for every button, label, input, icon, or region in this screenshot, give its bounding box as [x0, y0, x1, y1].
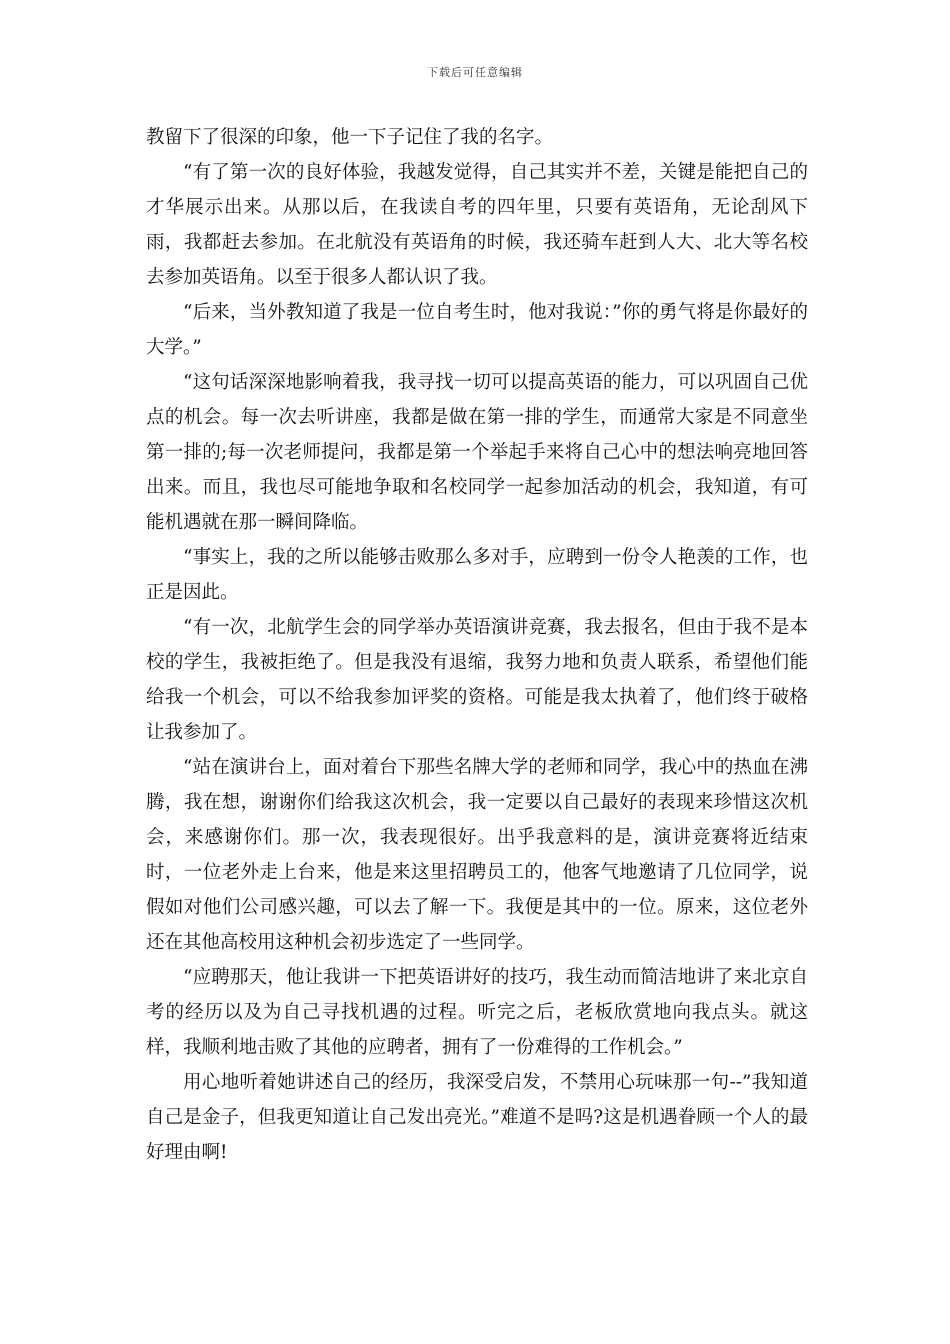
- paragraph-8: “应聘那天，他让我讲一下把英语讲好的技巧，我生动而简洁地讲了来北京自考的经历以及为自己寻找机遇的过程。听完之后，老板欣赏地向我点头。就这样，我顺利地击败了其他的应聘者，拥有了一份难得的工作机会。”: [146, 967, 808, 1058]
- paragraph-7: “站在演讲台上，面对着台下那些名牌大学的老师和同学，我心中的热血在沸腾，我在想，谢谢你们给我这次机会，我一定要以自己最好的表现来珍惜这次机会，来感谢你们。那一次，我表现很好。出乎我意料的是，演讲竞赛将近结束时，一位老外走上台来，他是来这里招聘员工的，他客气地邀请了几位同学，说假如对他们公司感兴趣，可以去了解一下。我便是其中的一位。原来，这位老外还在其他高校用这种机会初步选定了一些同学。: [146, 757, 808, 953]
- paragraph-3: “后来，当外教知道了我是一位自考生时，他对我说：”你的勇气将是你最好的大学。”: [146, 302, 808, 358]
- paragraph-9: 用心地听着她讲述自己的经历，我深受启发，不禁用心玩味那一句--”我知道自己是金子，但我更知道让自己发出亮光。”难道不是吗?这是机遇眷顾一个人的最好理由啊!: [146, 1072, 808, 1163]
- paragraph-4: “这句话深深地影响着我，我寻找一切可以提高英语的能力，可以巩固自己优点的机会。每一次去听讲座，我都是做在第一排的学生，而通常大家是不同意坐第一排的;每一次老师提问，我都是第一个举起手来将自己心中的想法响亮地回答出来。而且，我也尽可能地争取和名校同学一起参加活动的机会，我知道，有可能机遇就在那一瞬间降临。: [146, 372, 808, 533]
- paragraph-1: 教留下了很深的印象，他一下子记住了我的名字。: [146, 127, 554, 148]
- article-body: [146, 120, 808, 1170]
- paragraph-6: “有一次，北航学生会的同学举办英语演讲竞赛，我去报名，但由于我不是本校的学生，我被拒绝了。但是我没有退缩，我努力地和负责人联系，希望他们能给我一个机会，可以不给我参加评奖的资格。可能是我太执着了，他们终于破格让我参加了。: [146, 617, 808, 743]
- page-header: 下载后可任意编辑: [427, 66, 523, 79]
- paragraph-2: “有了第一次的良好体验，我越发觉得，自己其实并不差，关键是能把自己的才华展示出来。从那以后，在我读自考的四年里，只要有英语角，无论刮风下雨，我都赶去参加。在北航没有英语角的时候，我还骑车赶到人大、北大等名校去参加英语角。以至于很多人都认识了我。: [146, 162, 808, 288]
- paragraph-5: “事实上，我的之所以能够击败那么多对手，应聘到一份令人艳羡的工作，也正是因此。: [146, 547, 808, 603]
